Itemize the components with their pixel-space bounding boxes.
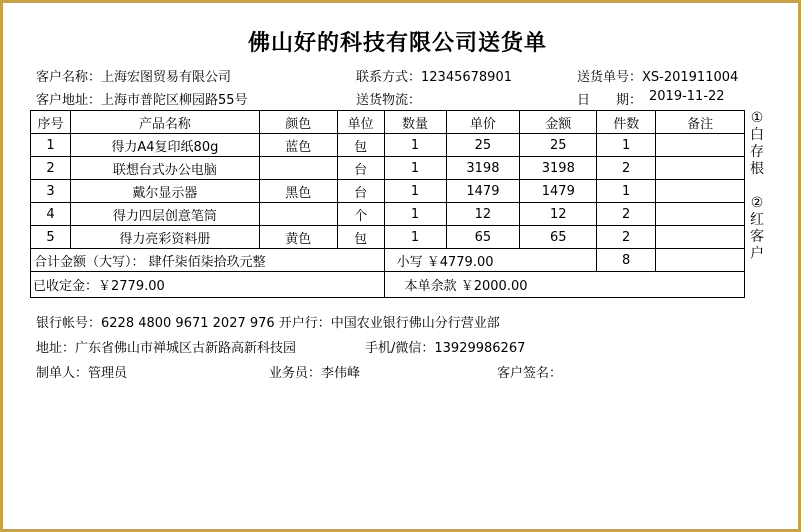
side-note-char: 根 <box>750 161 764 177</box>
cell-remark <box>656 134 745 157</box>
cell-amount: 3198 <box>520 157 597 180</box>
table-row <box>31 134 745 157</box>
date-label: 日 期： <box>577 93 643 108</box>
col-header-quantity: 数量 <box>384 111 446 134</box>
cell-product: 得力亮彩资料册 <box>70 226 259 249</box>
cell-amount: 12 <box>520 203 597 226</box>
side-note-char: ① <box>750 110 764 126</box>
cell-price: 1479 <box>446 180 520 203</box>
cell-amount: 1479 <box>520 180 597 203</box>
cell-product: 联想台式办公电脑 <box>70 157 259 180</box>
cell-index: 1 <box>31 134 71 157</box>
deposit-received: 已收定金：￥2779.00 <box>31 272 385 298</box>
company-address: 地址：广东省佛山市禅城区古新路高新科技园 <box>36 341 297 356</box>
cell-color: 黄色 <box>259 226 337 249</box>
table-row <box>31 157 745 180</box>
salesman: 业务员：李伟峰 <box>269 366 361 381</box>
cell-remark <box>656 180 745 203</box>
copy-distribution-notes <box>748 110 766 263</box>
cell-remark <box>656 226 745 249</box>
table-row <box>31 226 745 249</box>
contact-info: 联系方式：12345678901 <box>356 70 512 85</box>
table-header-row <box>31 111 745 134</box>
cell-quantity: 1 <box>384 134 446 157</box>
cell-color: 蓝色 <box>259 134 337 157</box>
cell-product: 得力四层创意笔筒 <box>70 203 259 226</box>
cell-amount: 65 <box>520 226 597 249</box>
col-header-remark: 备注 <box>656 111 745 134</box>
side-note-char: 红 <box>750 212 764 228</box>
cell-quantity: 1 <box>384 226 446 249</box>
cell-index: 3 <box>31 180 71 203</box>
cell-pieces: 1 <box>597 134 656 157</box>
delivery-number: 送货单号：XS-201911004 <box>577 70 739 85</box>
cell-quantity: 1 <box>384 203 446 226</box>
col-header-amount: 金额 <box>520 111 597 134</box>
cell-pieces: 2 <box>597 226 656 249</box>
cell-color <box>259 203 337 226</box>
cell-pieces: 1 <box>597 180 656 203</box>
col-header-index: 序号 <box>31 111 71 134</box>
payment-row <box>31 272 745 298</box>
col-header-unit: 单位 <box>337 111 384 134</box>
col-header-price: 单价 <box>446 111 520 134</box>
cell-color: 黑色 <box>259 180 337 203</box>
side-note-char: 存 <box>750 144 764 160</box>
cell-product: 得力A4复印纸80g <box>70 134 259 157</box>
cell-unit: 包 <box>337 226 384 249</box>
side-note-char: 客 <box>750 229 764 245</box>
cell-price: 3198 <box>446 157 520 180</box>
cell-unit: 包 <box>337 134 384 157</box>
bank-account: 银行帐号：6228 4800 9671 2027 976 开户行：中国农业银行佛山分行营业部 <box>36 316 500 331</box>
col-header-pieces: 件数 <box>597 111 656 134</box>
cell-index: 2 <box>31 157 71 180</box>
total-row <box>31 249 745 272</box>
cell-remark <box>656 203 745 226</box>
cell-quantity: 1 <box>384 157 446 180</box>
cell-product: 戴尔显示器 <box>70 180 259 203</box>
cell-quantity: 1 <box>384 180 446 203</box>
table-row <box>31 203 745 226</box>
total-uppercase: 合计金额（大写）： 肆仟柒佰柒拾玖元整 <box>31 249 385 272</box>
side-note-char: ② <box>750 195 764 211</box>
cell-unit: 台 <box>337 157 384 180</box>
phone-wechat: 手机/微信：13929986267 <box>365 341 526 356</box>
document-maker: 制单人：管理员 <box>36 366 128 381</box>
cell-price: 25 <box>446 134 520 157</box>
cell-remark <box>656 157 745 180</box>
col-header-product: 产品名称 <box>70 111 259 134</box>
cell-price: 65 <box>446 226 520 249</box>
customer-name: 客户名称：上海宏图贸易有限公司 <box>36 70 232 85</box>
cell-unit: 个 <box>337 203 384 226</box>
cell-index: 5 <box>31 226 71 249</box>
table-row <box>31 180 745 203</box>
cell-price: 12 <box>446 203 520 226</box>
logistics: 送货物流： <box>356 93 422 108</box>
customer-signature: 客户签名： <box>497 366 563 381</box>
balance-due: 本单余款 ￥2000.00 <box>384 272 744 298</box>
side-note-char: 白 <box>750 127 764 143</box>
total-remark <box>656 249 745 272</box>
side-note-spacer <box>748 178 766 195</box>
document-title: 佛山好的科技有限公司送货单 <box>247 31 547 56</box>
total-lowercase: 小写 ￥4779.00 <box>384 249 597 272</box>
cell-unit: 台 <box>337 180 384 203</box>
items-table <box>30 110 745 298</box>
cell-index: 4 <box>31 203 71 226</box>
date-value: 2019-11-22 <box>649 89 725 104</box>
customer-address: 客户地址：上海市普陀区柳园路55号 <box>36 93 248 108</box>
cell-pieces: 2 <box>597 157 656 180</box>
side-note-char: 户 <box>750 246 764 262</box>
total-pieces: 8 <box>597 249 656 272</box>
col-header-color: 颜色 <box>259 111 337 134</box>
cell-color <box>259 157 337 180</box>
cell-amount: 25 <box>520 134 597 157</box>
cell-pieces: 2 <box>597 203 656 226</box>
